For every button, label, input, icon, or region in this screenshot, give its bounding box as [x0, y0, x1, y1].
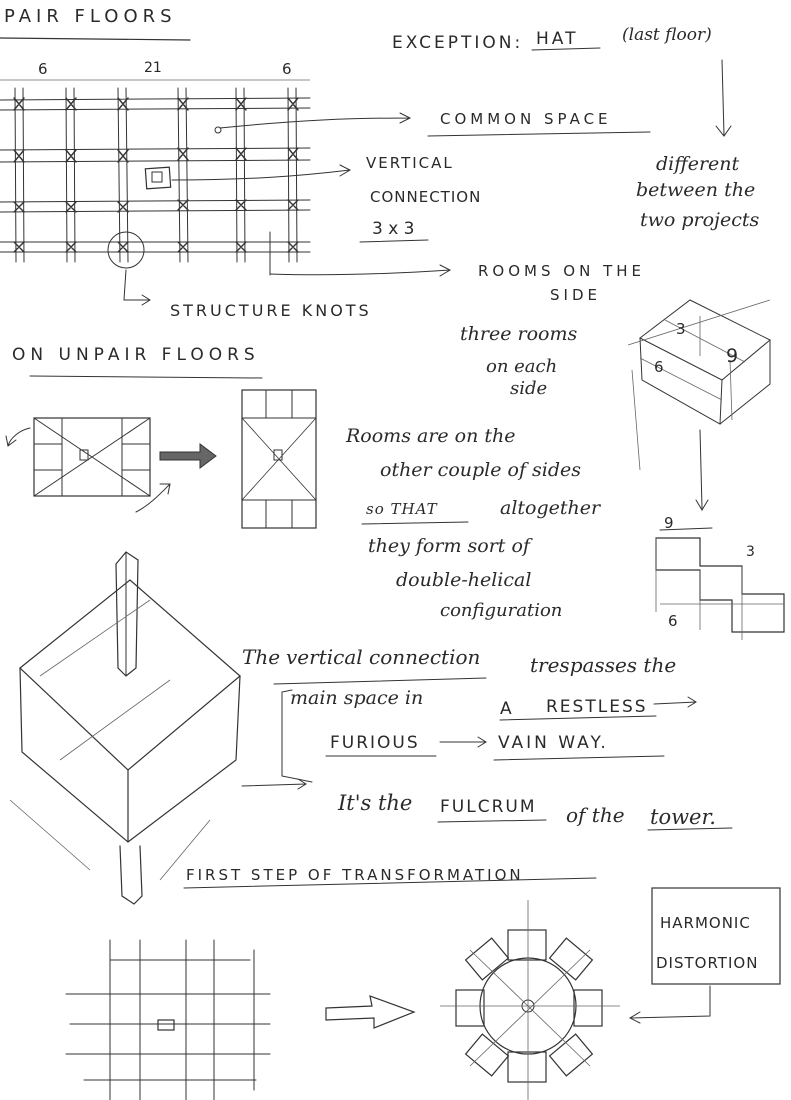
rooms-other-2: other couple of sides	[380, 459, 582, 481]
fulcrum-d: tower.	[650, 805, 716, 829]
vc-underline	[274, 678, 486, 684]
transform-arrow-1	[160, 444, 216, 468]
arrow-harmonic	[630, 986, 710, 1023]
rooms-on-side-2: SIDE	[550, 286, 601, 304]
three-rooms-2: on each	[486, 356, 558, 377]
transform-arrow-2	[326, 996, 414, 1028]
different-note-1: different	[656, 153, 740, 175]
tower-isometric-sketch	[10, 552, 240, 904]
vc-line2-b: A	[500, 699, 512, 719]
structure-knots-label: STRUCTURE KNOTS	[170, 301, 372, 320]
vertical-connection-label-3: 3 x 3	[372, 219, 415, 239]
fulcrum-c: of the	[566, 803, 625, 827]
vc-line1-c: trespasses the	[530, 653, 677, 677]
heading-underline	[0, 38, 190, 40]
hat-label: HAT	[536, 29, 579, 49]
vertical-connection-label-2: CONNECTION	[370, 188, 482, 206]
vertical-connection-underline	[360, 240, 428, 242]
stair-dim-9: 9	[664, 514, 674, 532]
last-floor-note: (last floor)	[622, 25, 712, 45]
rooms-other-6: configuration	[440, 600, 563, 621]
so-that-underline	[362, 522, 468, 524]
arrow-vertical-connection	[172, 165, 350, 180]
vc-line2-c: RESTLESS	[546, 697, 648, 717]
vc-line3-a: FURIOUS	[330, 733, 420, 753]
arrow-structure-knots	[124, 270, 150, 305]
stair-dim-6: 6	[668, 612, 678, 630]
arrow-rooms-side	[270, 265, 450, 276]
arrow-furious	[440, 737, 486, 747]
arrow-restless	[654, 697, 696, 707]
rooms-other-3b: altogether	[500, 497, 601, 519]
rooms-other-4: they form sort of	[368, 535, 530, 557]
dim-6-right: 6	[282, 60, 292, 78]
vc-line2-a: main space in	[290, 687, 424, 709]
pair-floors-heading: PAIR FLOORS	[4, 6, 177, 27]
rooms-other-5: double-helical	[396, 569, 532, 591]
arrow-common-space	[220, 113, 410, 128]
exception-label: EXCEPTION:	[392, 33, 524, 53]
harmonic-label-2: DISTORTION	[656, 954, 759, 972]
iso-dim-3: 3	[676, 320, 686, 338]
rooms-on-side-1: ROOMS ON THE	[478, 262, 645, 280]
first-step-heading: FIRST STEP OF TRANSFORMATION	[186, 866, 524, 884]
unpair-underline	[30, 376, 262, 378]
common-space-label: COMMON SPACE	[440, 110, 612, 128]
transformation-plan-after	[440, 900, 620, 1100]
unpair-plan-before	[6, 418, 170, 512]
common-space-underline	[428, 132, 650, 136]
arrow-iso-to-stair	[696, 430, 708, 510]
unpair-plan-after	[242, 390, 316, 528]
isometric-room-sketch	[628, 300, 770, 470]
three-rooms-3: side	[510, 378, 548, 399]
stair-dim-3: 3	[746, 544, 755, 560]
vc-line3-b: VAIN WAY.	[498, 733, 609, 753]
transformation-plan-before	[66, 940, 270, 1100]
vain-underline	[494, 756, 664, 760]
fulcrum-underline	[438, 820, 546, 822]
arrow-hat-down	[716, 60, 731, 136]
dim-6-left: 6	[38, 60, 48, 78]
vc-line1-b: vertical connection	[286, 645, 481, 669]
vc-line1-a: The	[242, 645, 281, 669]
arrow-fulcrum	[242, 779, 306, 789]
fulcrum-a: It's the	[338, 791, 413, 815]
rooms-other-1: Rooms are on the	[346, 425, 516, 447]
pair-floor-plan	[0, 88, 310, 275]
iso-dim-6: 6	[654, 358, 664, 376]
iso-dim-9: 9	[726, 345, 739, 367]
vertical-connection-label-1: VERTICAL	[366, 154, 454, 172]
different-note-3: two projects	[640, 209, 760, 231]
dim-21: 21	[144, 60, 162, 76]
fulcrum-b: FULCRUM	[440, 797, 537, 817]
different-note-2: between the	[636, 179, 756, 201]
harmonic-label-1: HARMONIC	[660, 914, 751, 932]
rooms-other-3: so THAT	[366, 500, 438, 518]
unpair-floors-heading: ON UNPAIR FLOORS	[12, 345, 260, 365]
three-rooms-1: three rooms	[460, 323, 578, 345]
